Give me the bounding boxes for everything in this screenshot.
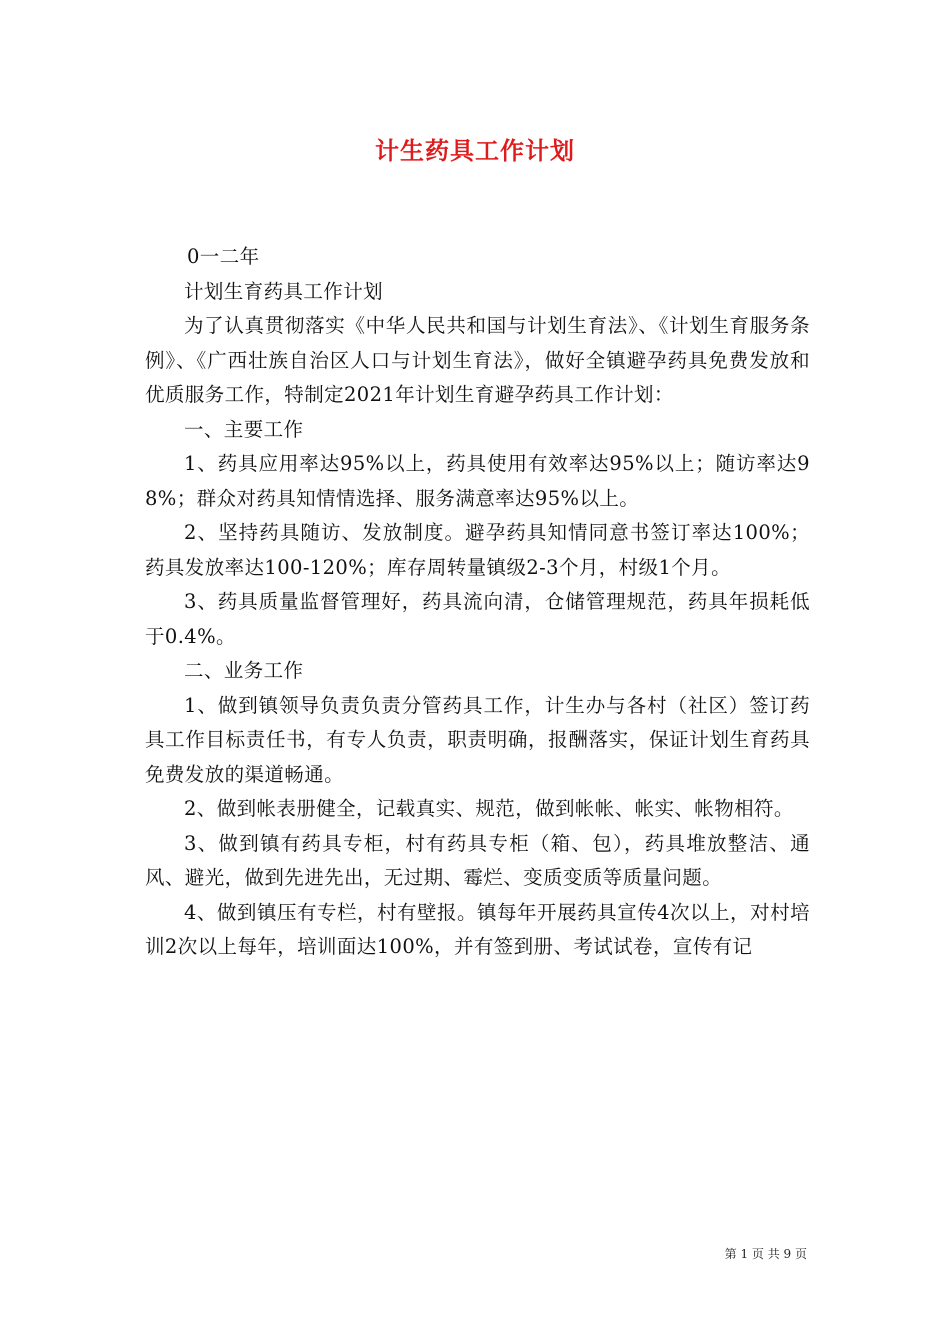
paragraph-item: 1、做到镇领导负责负责分管药具工作，计生办与各村（社区）签订药具工作目标责任书，有专人负责，职责明确，报酬落实，保证计划生育药具免费发放的渠道畅通。 bbox=[145, 693, 810, 786]
document-title: 计生药具工作计划 bbox=[375, 136, 575, 165]
section-heading-main-work: 一、主要工作 bbox=[184, 417, 304, 441]
section-heading-business-work: 二、业务工作 bbox=[184, 659, 304, 682]
paragraph-year: 0一二年 bbox=[187, 245, 260, 268]
paragraph-item: 4、做到镇压有专栏，村有壁报。镇每年开展药具宣传4次以上，对村培训2次以上每年，培训面达100%，并有签到册、考试试卷，宣传有记 bbox=[145, 900, 810, 958]
page-number: 第 1 页 共 9 页 bbox=[724, 1247, 807, 1261]
paragraph-item: 3、做到镇有药具专柜，村有药具专柜（箱、包），药具堆放整洁、通风、避光，做到先进先出，无过期、霉烂、变质变质等质量问题。 bbox=[145, 831, 810, 889]
paragraph-item: 1、药具应用率达95%以上，药具使用有效率达95%以上；随访率达98%；群众对药具知情情选择、服务满意率达95%以上。 bbox=[145, 452, 810, 510]
paragraph-item: 2、坚持药具随访、发放制度。避孕药具知情同意书签订率达100%；药具发放率达100-120%；库存周转量镇级2-3个月，村级1个月。 bbox=[145, 521, 810, 579]
paragraph-item: 2、做到帐表册健全，记载真实、规范，做到帐帐、帐实、帐物相符。 bbox=[184, 797, 794, 820]
paragraph-subtitle: 计划生育药具工作计划 bbox=[184, 279, 384, 303]
paragraph-intro: 为了认真贯彻落实《中华人民共和国与计划生育法》、《计划生育服务条例》、《广西壮族自治区人口与计划生育法》，做好全镇避孕药具免费发放和优质服务工作，特制定2021年计划生育避孕药具工作计划： bbox=[145, 314, 810, 406]
paragraph-item: 3、药具质量监督管理好，药具流向清，仓储管理规范，药具年损耗低于0.4%。 bbox=[145, 590, 810, 648]
document-body bbox=[145, 240, 810, 965]
